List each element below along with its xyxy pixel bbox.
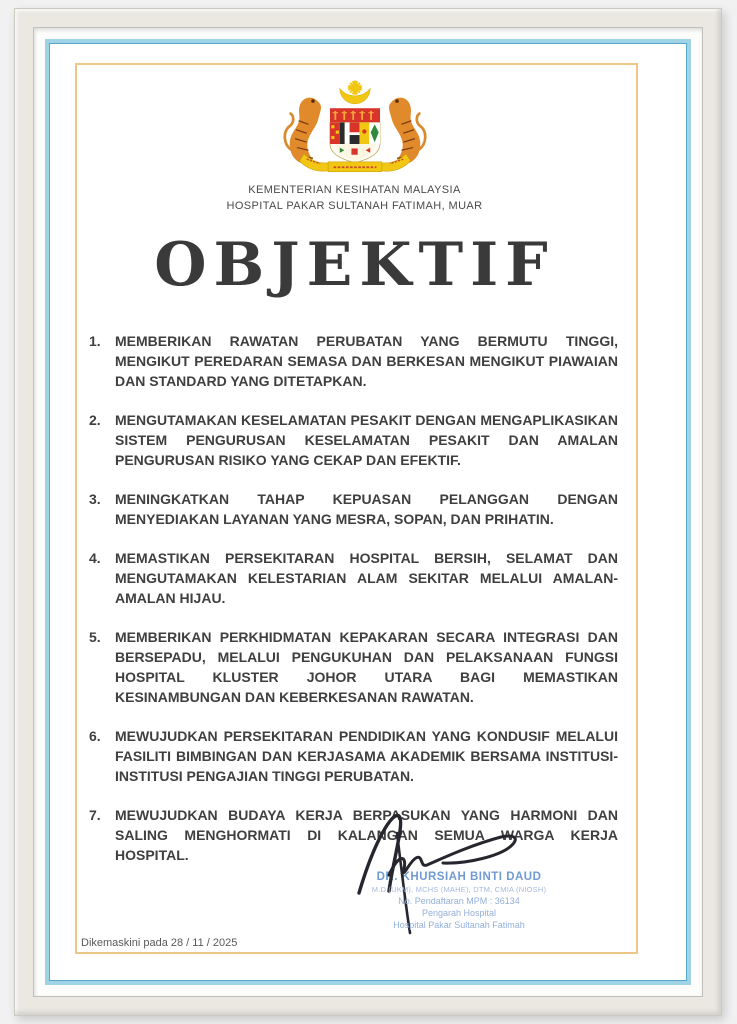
objective-text: MEMASTIKAN PERSEKITARAN HOSPITAL BERSIH, SELAMAT DAN MENGUTAMAKAN KELESTARIAN ALAM SEKITAR MELALUI AMALAN-AMALAN HIJAU. <box>115 549 618 606</box>
signature-name: DR. KHURSIAH BINTI DAUD <box>376 871 542 883</box>
objective-text: MEMBERIKAN PERKHIDMATAN KEPAKARAN SECARA INTEGRASI DAN BERSEPADU, MELALUI PENGUKUHAN DAN PELAKSANAAN FUNGSI HOSPITAL KLUSTER JOHOR UTARA BAGI MEMASTIKAN KESINAMBUNGAN DAN KEBERKESANAN RAWATAN. <box>115 628 618 705</box>
objective-item <box>89 548 618 608</box>
objective-number: 3. <box>89 490 101 507</box>
objective-text: MEMBERIKAN RAWATAN PERUBATAN YANG BERMUTU TINGGI, MENGIKUT PEREDARAN SEMASA DAN BERKESAN MENGIKUT PIAWAIAN DAN STANDARD YANG DITETAPKAN. <box>115 332 618 389</box>
signature-block <box>309 871 609 930</box>
objective-text: MENGUTAMAKAN KESELAMATAN PESAKIT DENGAN MENGAPLIKASIKAN SISTEM PENGURUSAN KESELAMATAN PESAKIT DAN AMALAN PENGURUSAN RISIKO YANG CEKAP DAN EFEKTIF. <box>115 411 618 468</box>
orange-border <box>75 63 638 954</box>
picture-frame <box>14 8 722 1016</box>
objective-item <box>89 410 618 470</box>
signature-position: Pengarah Hospital <box>421 908 497 918</box>
signature-registration: No. Pendaftaran MPM : 36134 <box>398 896 520 906</box>
blue-border <box>45 39 691 985</box>
objective-number: 2. <box>89 411 101 428</box>
objective-number: 6. <box>89 727 101 744</box>
malaysia-coat-of-arms-icon <box>279 77 431 177</box>
blue-border-inner <box>49 43 687 981</box>
objective-item <box>89 489 618 529</box>
objective-text: MEWUJUDKAN BUDAYA KERJA BERPASUKAN YANG HARMONI DAN SALING MENGHORMATI DI KALANGAN SEMUA WARGA KERJA HOSPITAL. <box>115 806 618 863</box>
objective-item <box>89 805 618 865</box>
frame-mat <box>33 27 703 997</box>
objective-item <box>89 726 618 786</box>
objective-item <box>89 331 618 391</box>
objective-number: 4. <box>89 549 101 566</box>
page-title: OBJEKTIF <box>154 229 555 300</box>
document <box>77 65 636 952</box>
ministry-line: KEMENTERIAN KESIHATAN MALAYSIA <box>248 184 461 196</box>
objective-text: MENINGKATKAN TAHAP KEPUASAN PELANGGAN DENGAN MENYEDIAKAN LAYANAN YANG MESRA, SOPAN, DAN PRIHATIN. <box>115 490 618 527</box>
signature-credentials: M.D (UKM), MCHS (MAHE), DTM, CMIA (NIOSH) <box>371 885 547 894</box>
objective-number: 5. <box>89 628 101 645</box>
hospital-line: HOSPITAL PAKAR SULTANAH FATIMAH, MUAR <box>226 199 483 212</box>
objective-number: 1. <box>89 332 101 349</box>
objective-number: 7. <box>89 806 101 823</box>
updated-date: Dikemaskini pada 28 / 11 / 2025 <box>81 937 238 949</box>
objectives-list <box>85 331 624 865</box>
document-header <box>85 77 624 215</box>
signature-organization: Hospital Pakar Sultanah Fatimah <box>393 920 525 930</box>
objective-item <box>89 627 618 707</box>
objective-text: MEWUJUDKAN PERSEKITARAN PENDIDIKAN YANG KONDUSIF MELALUI FASILITI BIMBINGAN DAN KERJASAMA AKADEMIK BERSAMA INSTITUSI-INSTITUSI PENGAJIAN TINGGI PERUBATAN. <box>115 727 618 784</box>
